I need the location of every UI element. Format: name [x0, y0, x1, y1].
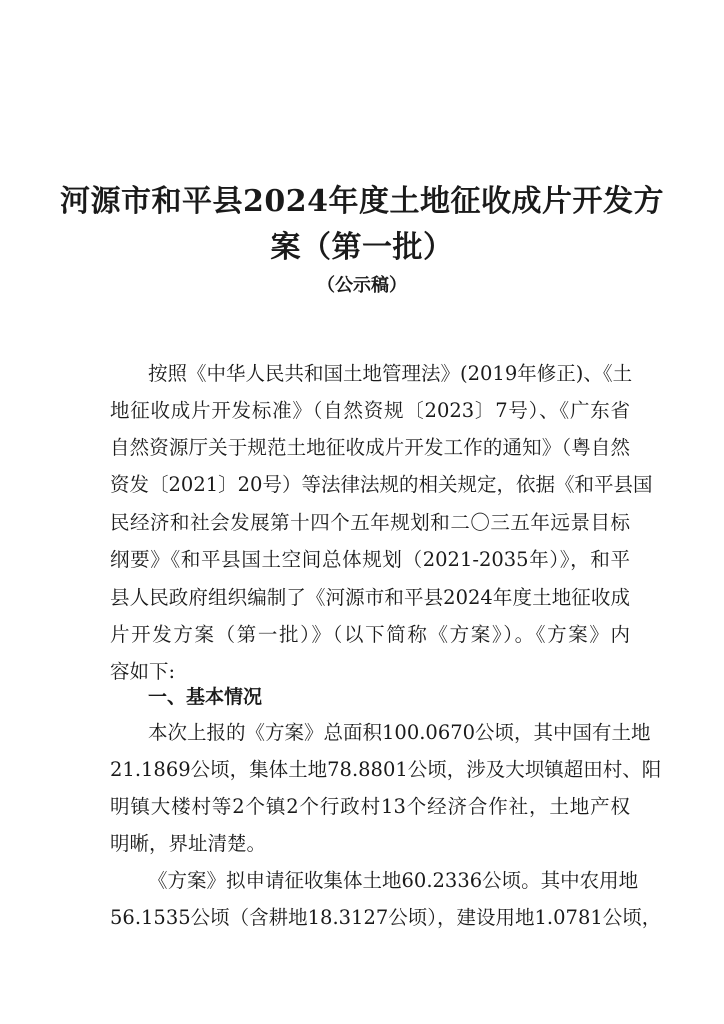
paragraph-1-line: 片开发方案（第一批）》（以下简称《方案》）。《方案》内: [110, 623, 630, 646]
paragraph-1-line: 纲要》《和平县国土空间总体规划（2021-2035年）》，和平: [110, 548, 630, 571]
paragraph-2-line: 明晰，界址清楚。: [110, 832, 267, 855]
section-heading-basic-info: 一、基本情况: [148, 686, 263, 708]
paragraph-2-line: 21.1869公顷，集体土地78.8801公顷，涉及大坝镇超田村、阳: [110, 758, 662, 781]
document-subtitle: （公示稿）: [317, 275, 407, 296]
paragraph-1-line: 县人民政府组织编制了《河源市和平县2024年度土地征收成: [110, 586, 630, 609]
paragraph-1-line: 民经济和社会发展第十四个五年规划和二〇三五年远景目标: [110, 511, 630, 534]
paragraph-1-line: 容如下:: [110, 660, 176, 683]
paragraph-3-line: 《方案》拟申请征收集体土地60.2336公顷。其中农用地: [148, 869, 639, 892]
paragraph-1-line: 资发〔2021〕20号）等法律法规的相关规定，依据《和平县国: [110, 473, 653, 496]
document-title-line-1: 河源市和平县2024年度土地征收成片开发方: [60, 184, 664, 219]
paragraph-2-line: 明镇大楼村等2个镇2个行政村13个经济合作社，土地产权: [110, 795, 630, 818]
paragraph-3-line: 56.1535公顷（含耕地18.3127公顷），建设用地1.0781公顷，: [110, 906, 662, 929]
document-title-line-2: 案（第一批）: [270, 230, 454, 265]
paragraph-1-line: 按照《中华人民共和国土地管理法》(2019年修正)、《土: [148, 362, 633, 385]
paragraph-1-line: 自然资源厅关于规范土地征收成片开发工作的通知》（粤自然: [110, 436, 630, 459]
paragraph-2-line: 本次上报的《方案》总面积100.0670公顷，其中国有土地: [148, 721, 651, 744]
paragraph-1-line: 地征收成片开发标准》（自然资规〔2023〕7号）、《广东省: [110, 399, 630, 422]
